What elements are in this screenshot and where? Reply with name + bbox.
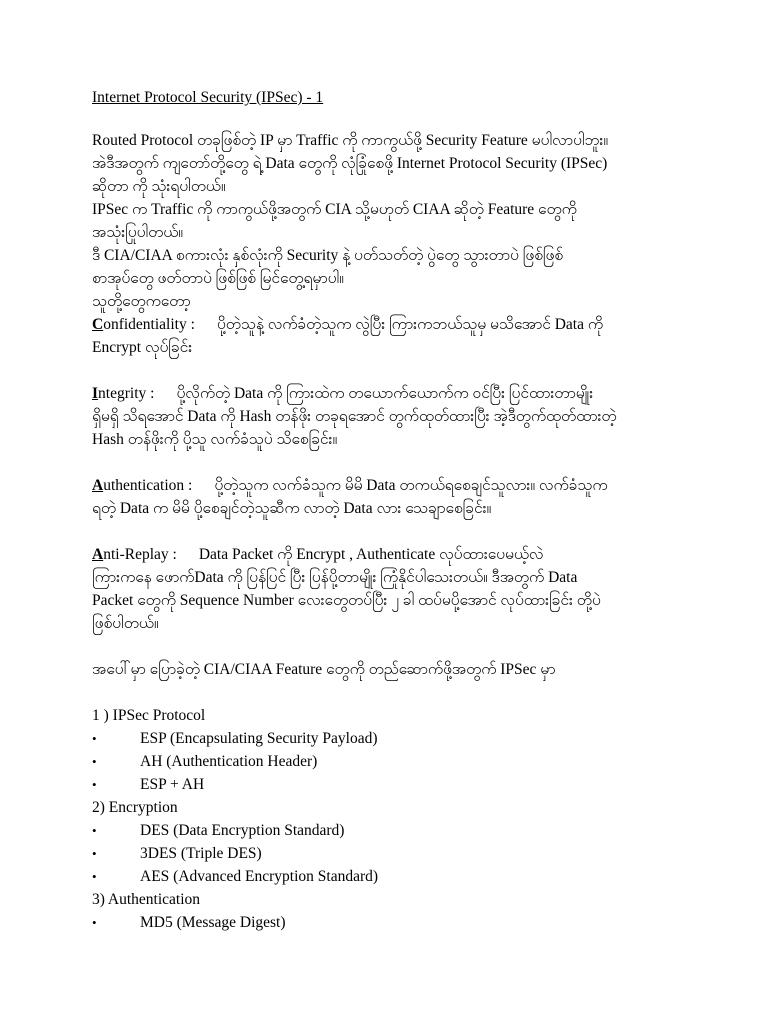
definition-initial: A [92,477,104,494]
definition-text: ကြားကနေ ဖောက်Data ကို ပြန်ပြင် ပြီး ပြန်ပို့တာမျိုး ကြုံနိုင်ပါသေးတယ်။ ဒီအတွက် Data [92,569,578,586]
bullet-icon: • [92,823,97,838]
intro-line: သူတို့တွေကတော့ [92,293,191,310]
list-ipsec-protocol [92,704,708,796]
document-title: Internet Protocol Security (IPSec) - 1 [92,89,324,106]
bullet-icon: • [92,915,97,930]
list-item-text: DES (Data Encryption Standard) [140,822,345,839]
list-item [92,819,708,842]
bullet-icon: • [92,754,97,769]
list-item-text: MD5 (Message Digest) [140,914,286,931]
list-item-text: 3DES (Triple DES) [140,845,262,862]
list-item [92,750,708,773]
definition-term: ntegrity : [98,385,155,402]
definition-text: ပို့တဲ့သူနဲ့ လက်ခံတဲ့သူက လွဲပြီး ကြားကဘယ်သူမှ မသိအောင် Data ကို [216,316,603,333]
bullet-icon: • [92,731,97,746]
intro-line: အသုံးပြုပါတယ်။ [92,224,183,241]
definition-first-line [92,382,708,405]
list-heading: 1 ) IPSec Protocol [92,707,206,724]
intro-line: ဆိုတာ ကို သုံးရပါတယ်။ [92,178,226,195]
list-item [92,911,708,934]
bullet-icon: • [92,777,97,792]
intro-line: စာအုပ်တွေ ဖတ်တာပဲ ဖြစ်ဖြစ် မြင်တွေ့ရမှာပါ။ [92,270,344,287]
definition-text: Packet တွေကို Sequence Number လေးတွေတပ်ပြီး ၂ ခါ ထပ်မပို့အောင် လုပ်ထားခြင်း တို့ပဲ [92,592,601,609]
intro-line: ဒီ CIA/CIAA စကားလုံး နှစ်လုံးကို Security နဲ့ ပတ်သတ်တဲ့ ပွဲတွေ သွားတာပဲ ဖြစ်ဖြစ် [92,247,564,264]
definition-text: ရှိမရှိ သိရအောင် Data ကို Hash တန်ဖိုး တခုရအောင် တွက်ထုတ်ထားပြီး အဲ့ဒီတွက်ထုတ်ထားတဲ့ [92,408,617,425]
spacer [92,359,708,382]
definition-text: Encrypt လုပ်ခြင်း [92,339,193,356]
intro-paragraph [92,129,708,313]
definition-text: ပို့တဲ့သူက လက်ခံသူက မိမိ Data တကယ်ရစေချင်သူလား။ လက်ခံသူက [214,477,608,494]
list-item [92,842,708,865]
list-heading: 2) Encryption [92,799,178,816]
bullet-icon: • [92,869,97,884]
definition-text: ပို့လိုက်တဲ့ Data ကို ကြားထဲက တယောက်ယောက်က ဝင်ပြီး ပြင်ထားတာမျိုး [176,385,594,402]
spacer [92,635,708,658]
spacer [92,520,708,543]
definition-first-line [92,313,708,336]
definition-text: ရတဲ့ Data က မိမိ ပို့စေချင်တဲ့သူဆီက လာတဲ့ Data လား သေချာစေခြင်း။ [92,500,492,517]
intro-line: Routed Protocol တခုဖြစ်တဲ့ IP မှာ Traffic ကို ကာကွယ်ဖို့ Security Feature မပါလာပါဘူး။ [92,132,609,149]
intro-line: IPSec က Traffic ကို ကာကွယ်ဖို့အတွက် CIA သို့မဟုတ် CIAA ဆိုတဲ့ Feature တွေကို [92,201,577,218]
spacer [92,681,708,704]
definition-text: ဖြစ်ပါတယ်။ [92,615,159,632]
definition-text: Data Packet ကို Encrypt , Authenticate လုပ်ထားပေမယ့်လဲ [198,546,544,563]
list-heading: 3) Authentication [92,891,201,908]
list-item-text: ESP + AH [140,776,205,793]
definition-first-line [92,543,708,566]
definition-text: Hash တန်ဖိုးကို ပို့သူ လက်ခံသူပဲ သိစေခြင်း။ [92,431,338,448]
list-item-text: AES (Advanced Encryption Standard) [140,868,379,885]
definition-term: onfidentiality : [103,316,195,333]
definition-initial: C [92,316,104,333]
list-item [92,865,708,888]
definition-first-line [92,474,708,497]
definition-anti-replay [92,543,708,635]
list-authentication [92,888,708,934]
definition-term: uthentication : [103,477,193,494]
definition-term: nti-Replay : [103,546,177,563]
bullet-icon: • [92,846,97,861]
intro-line: အဲဒီအတွက် ကျတော်တို့တွေ ရဲ့ Data တွေကို လုံခြုံစေဖို့ Internet Protocol Security (IPSec) [92,155,608,172]
list-item [92,727,708,750]
list-item [92,773,708,796]
definition-initial: A [92,546,104,563]
definition-authentication [92,474,708,520]
list-item-text: ESP (Encapsulating Security Payload) [140,730,378,747]
definition-initial: I [92,385,99,402]
definition-confidentiality [92,313,708,359]
list-encryption [92,796,708,888]
spacer [92,451,708,474]
closing-paragraph: အပေါ်မှာ ပြောခဲ့တဲ့ CIA/CIAA Feature တွေကို တည်ဆောက်ဖို့အတွက် IPSec မှာ [92,661,556,678]
list-item-text: AH (Authentication Header) [140,753,318,770]
definition-integrity [92,382,708,451]
